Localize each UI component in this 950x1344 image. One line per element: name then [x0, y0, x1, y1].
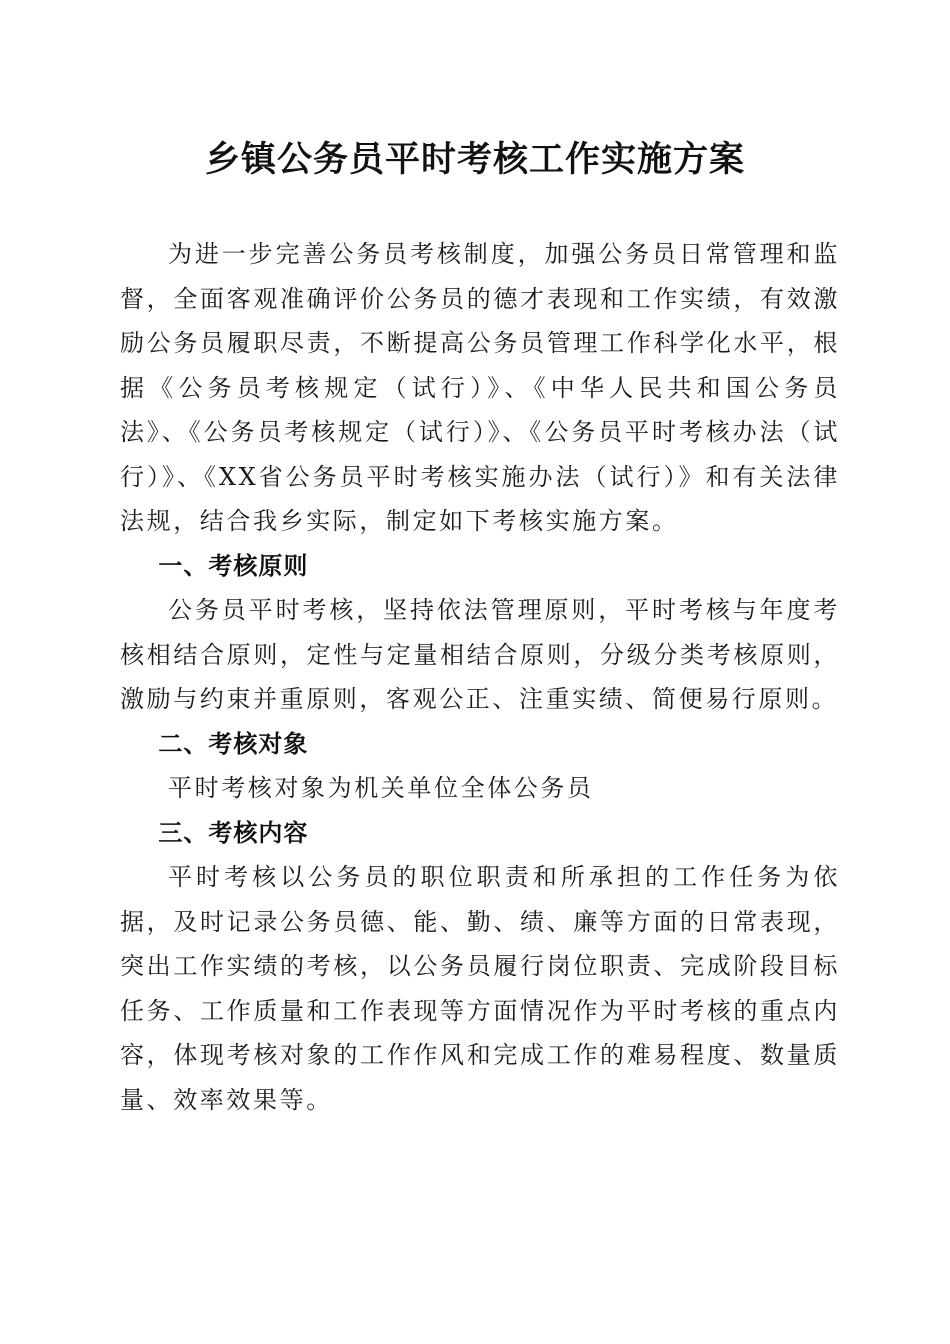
section-paragraph: 平时考核以公务员的职位职责和所承担的工作任务为依据，及时记录公务员德、能、勤、绩、廉等方面的日常表现，突出工作实绩的考核，以公务员履行岗位职责、完成阶段目标任务、工作质量和工作表现等方面情况作为平时考核的重点内容，体现考核对象的工作作风和完成工作的难易程度、数量质量、效率效果等。	[120, 863, 840, 1114]
intro-paragraph: 为进一步完善公务员考核制度，加强公务员日常管理和监督，全面客观准确评价公务员的德才表现和工作实绩，有效激励公务员履职尽责，不断提高公务员管理工作科学化水平，根据《公务员考核规定（试行）》、《中华人民共和国公务员法》、《公务员考核规定（试行）》、《公务员平时考核办法（试行）》、《XX省公务员平时考核实施办法（试行）》和有关法律法规，结合我乡实际，制定如下考核实施方案。	[120, 240, 840, 535]
section-targets	[120, 722, 840, 811]
document-title: 乡镇公务员平时考核工作实施方案	[204, 139, 745, 180]
section-heading: 一、考核原则	[158, 551, 309, 580]
section-heading: 三、考核内容	[158, 818, 309, 847]
section-principles	[120, 544, 840, 722]
document-body	[120, 232, 840, 1122]
section-paragraph: 公务员平时考核，坚持依法管理原则，平时考核与年度考核相结合原则，定性与定量相结合原则，分级分类考核原则，激励与约束并重原则，客观公正、注重实绩、简便易行原则。	[120, 596, 840, 713]
section-content	[120, 811, 840, 1123]
section-heading: 二、考核对象	[158, 729, 309, 758]
section-paragraph: 平时考核对象为机关单位全体公务员	[168, 774, 594, 802]
